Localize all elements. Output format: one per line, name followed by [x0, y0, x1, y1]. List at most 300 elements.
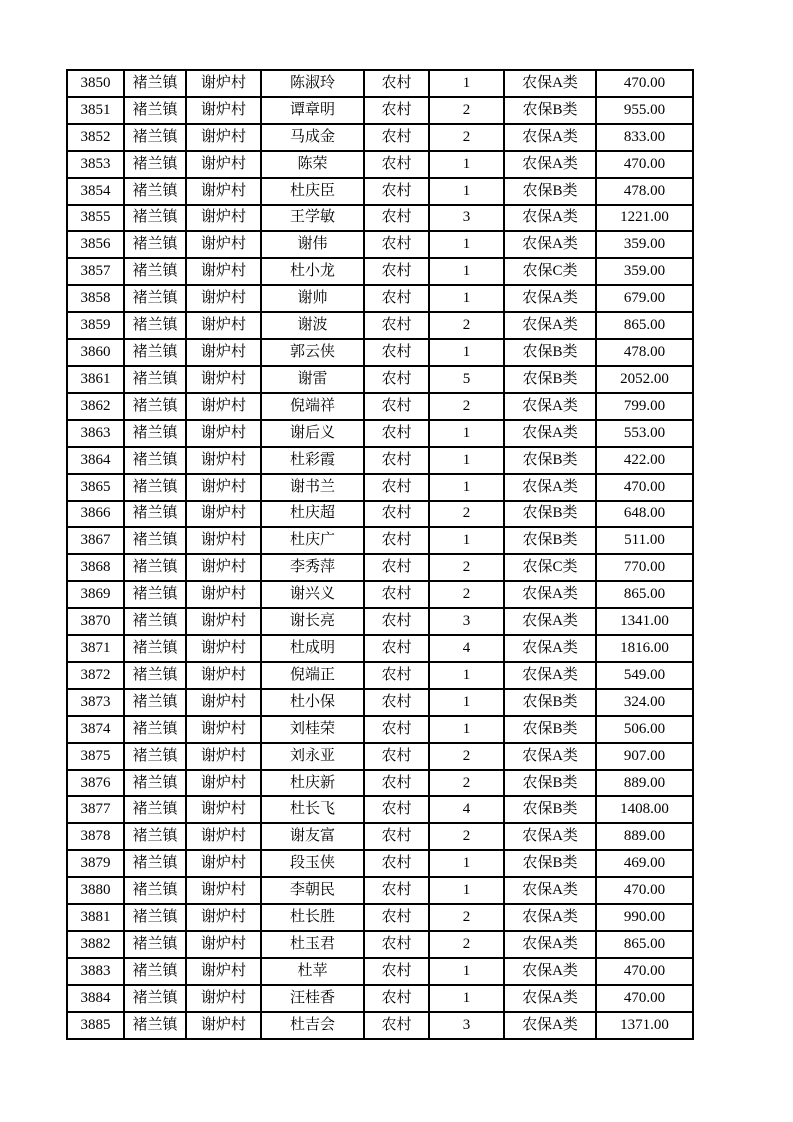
cell-village: 谢炉村	[186, 904, 261, 931]
cell-name: 陈淑玲	[261, 70, 364, 97]
table-row	[67, 823, 693, 850]
cell-village: 谢炉村	[186, 285, 261, 312]
cell-village: 谢炉村	[186, 151, 261, 178]
cell-name: 刘桂荣	[261, 716, 364, 743]
cell-serial-number: 3884	[67, 985, 124, 1012]
cell-amount: 359.00	[596, 258, 693, 285]
cell-town: 褚兰镇	[124, 770, 186, 797]
cell-serial-number: 3858	[67, 285, 124, 312]
cell-residence-type: 农村	[364, 877, 429, 904]
cell-serial-number: 3877	[67, 796, 124, 823]
cell-residence-type: 农村	[364, 985, 429, 1012]
cell-insurance-category: 农保B类	[504, 527, 596, 554]
cell-amount: 799.00	[596, 393, 693, 420]
cell-person-count: 2	[429, 501, 504, 528]
cell-amount: 470.00	[596, 474, 693, 501]
cell-name: 谢波	[261, 312, 364, 339]
cell-amount: 648.00	[596, 501, 693, 528]
cell-residence-type: 农村	[364, 501, 429, 528]
cell-residence-type: 农村	[364, 124, 429, 151]
cell-insurance-category: 农保B类	[504, 850, 596, 877]
cell-name: 谢长亮	[261, 608, 364, 635]
cell-insurance-category: 农保A类	[504, 904, 596, 931]
cell-amount: 1371.00	[596, 1012, 693, 1039]
cell-town: 褚兰镇	[124, 527, 186, 554]
cell-insurance-category: 农保B类	[504, 689, 596, 716]
cell-village: 谢炉村	[186, 205, 261, 232]
cell-serial-number: 3863	[67, 420, 124, 447]
cell-amount: 470.00	[596, 985, 693, 1012]
cell-residence-type: 农村	[364, 178, 429, 205]
cell-person-count: 1	[429, 70, 504, 97]
cell-serial-number: 3870	[67, 608, 124, 635]
cell-village: 谢炉村	[186, 985, 261, 1012]
cell-name: 杜长飞	[261, 796, 364, 823]
cell-amount: 1221.00	[596, 205, 693, 232]
table-row	[67, 447, 693, 474]
cell-village: 谢炉村	[186, 770, 261, 797]
cell-insurance-category: 农保A类	[504, 958, 596, 985]
cell-name: 谢友富	[261, 823, 364, 850]
cell-serial-number: 3868	[67, 554, 124, 581]
cell-serial-number: 3864	[67, 447, 124, 474]
cell-town: 褚兰镇	[124, 581, 186, 608]
cell-serial-number: 3856	[67, 231, 124, 258]
table-row	[67, 231, 693, 258]
table-row	[67, 70, 693, 97]
table-row	[67, 985, 693, 1012]
cell-serial-number: 3852	[67, 124, 124, 151]
table-row	[67, 931, 693, 958]
cell-name: 倪端正	[261, 662, 364, 689]
cell-residence-type: 农村	[364, 366, 429, 393]
cell-person-count: 3	[429, 1012, 504, 1039]
table-row	[67, 124, 693, 151]
cell-town: 褚兰镇	[124, 662, 186, 689]
cell-amount: 865.00	[596, 581, 693, 608]
cell-insurance-category: 农保A类	[504, 931, 596, 958]
cell-village: 谢炉村	[186, 1012, 261, 1039]
table-row	[67, 662, 693, 689]
cell-amount: 865.00	[596, 931, 693, 958]
cell-village: 谢炉村	[186, 662, 261, 689]
cell-village: 谢炉村	[186, 931, 261, 958]
table-row	[67, 366, 693, 393]
cell-person-count: 1	[429, 178, 504, 205]
cell-village: 谢炉村	[186, 178, 261, 205]
cell-residence-type: 农村	[364, 339, 429, 366]
cell-person-count: 3	[429, 608, 504, 635]
cell-serial-number: 3866	[67, 501, 124, 528]
cell-insurance-category: 农保A类	[504, 823, 596, 850]
cell-amount: 1816.00	[596, 635, 693, 662]
table-row	[67, 904, 693, 931]
table-row	[67, 285, 693, 312]
cell-name: 谢雷	[261, 366, 364, 393]
pension-roster-table	[66, 69, 694, 1040]
cell-village: 谢炉村	[186, 501, 261, 528]
cell-insurance-category: 农保B类	[504, 366, 596, 393]
cell-town: 褚兰镇	[124, 554, 186, 581]
cell-insurance-category: 农保A类	[504, 581, 596, 608]
cell-residence-type: 农村	[364, 393, 429, 420]
cell-person-count: 2	[429, 743, 504, 770]
cell-town: 褚兰镇	[124, 904, 186, 931]
cell-town: 褚兰镇	[124, 474, 186, 501]
cell-residence-type: 农村	[364, 420, 429, 447]
cell-serial-number: 3869	[67, 581, 124, 608]
cell-village: 谢炉村	[186, 70, 261, 97]
cell-residence-type: 农村	[364, 70, 429, 97]
cell-serial-number: 3882	[67, 931, 124, 958]
cell-insurance-category: 农保B类	[504, 339, 596, 366]
cell-name: 李朝民	[261, 877, 364, 904]
cell-residence-type: 农村	[364, 258, 429, 285]
cell-person-count: 1	[429, 339, 504, 366]
cell-insurance-category: 农保A类	[504, 231, 596, 258]
cell-name: 杜庆超	[261, 501, 364, 528]
cell-name: 杜庆广	[261, 527, 364, 554]
cell-town: 褚兰镇	[124, 501, 186, 528]
cell-village: 谢炉村	[186, 339, 261, 366]
cell-serial-number: 3874	[67, 716, 124, 743]
cell-person-count: 1	[429, 958, 504, 985]
cell-insurance-category: 农保C类	[504, 554, 596, 581]
cell-serial-number: 3878	[67, 823, 124, 850]
cell-town: 褚兰镇	[124, 689, 186, 716]
cell-amount: 324.00	[596, 689, 693, 716]
cell-insurance-category: 农保B类	[504, 97, 596, 124]
table-row	[67, 850, 693, 877]
cell-insurance-category: 农保A类	[504, 205, 596, 232]
cell-residence-type: 农村	[364, 931, 429, 958]
table-row	[67, 743, 693, 770]
cell-name: 杜长胜	[261, 904, 364, 931]
cell-name: 杜吉会	[261, 1012, 364, 1039]
cell-serial-number: 3859	[67, 312, 124, 339]
cell-name: 谢书兰	[261, 474, 364, 501]
table-row	[67, 393, 693, 420]
cell-village: 谢炉村	[186, 393, 261, 420]
cell-residence-type: 农村	[364, 635, 429, 662]
cell-name: 杜成明	[261, 635, 364, 662]
table-row	[67, 581, 693, 608]
cell-name: 倪端祥	[261, 393, 364, 420]
cell-person-count: 1	[429, 985, 504, 1012]
cell-serial-number: 3873	[67, 689, 124, 716]
table-row	[67, 339, 693, 366]
cell-amount: 679.00	[596, 285, 693, 312]
table-row	[67, 527, 693, 554]
cell-name: 杜庆臣	[261, 178, 364, 205]
cell-town: 褚兰镇	[124, 393, 186, 420]
cell-amount: 470.00	[596, 151, 693, 178]
table-row	[67, 501, 693, 528]
cell-person-count: 2	[429, 312, 504, 339]
cell-town: 褚兰镇	[124, 97, 186, 124]
cell-name: 杜苹	[261, 958, 364, 985]
cell-town: 褚兰镇	[124, 877, 186, 904]
cell-residence-type: 农村	[364, 823, 429, 850]
cell-serial-number: 3850	[67, 70, 124, 97]
table-row	[67, 554, 693, 581]
cell-serial-number: 3883	[67, 958, 124, 985]
table-row	[67, 312, 693, 339]
cell-residence-type: 农村	[364, 904, 429, 931]
cell-person-count: 1	[429, 231, 504, 258]
cell-person-count: 2	[429, 581, 504, 608]
cell-insurance-category: 农保A类	[504, 877, 596, 904]
table-row	[67, 258, 693, 285]
cell-amount: 470.00	[596, 70, 693, 97]
cell-amount: 1341.00	[596, 608, 693, 635]
cell-person-count: 4	[429, 635, 504, 662]
cell-name: 王学敏	[261, 205, 364, 232]
cell-town: 褚兰镇	[124, 339, 186, 366]
cell-serial-number: 3853	[67, 151, 124, 178]
table-row	[67, 958, 693, 985]
cell-village: 谢炉村	[186, 796, 261, 823]
cell-person-count: 2	[429, 97, 504, 124]
cell-town: 褚兰镇	[124, 796, 186, 823]
cell-person-count: 1	[429, 877, 504, 904]
cell-person-count: 2	[429, 554, 504, 581]
cell-amount: 470.00	[596, 877, 693, 904]
cell-town: 褚兰镇	[124, 958, 186, 985]
cell-village: 谢炉村	[186, 312, 261, 339]
cell-residence-type: 农村	[364, 312, 429, 339]
cell-serial-number: 3855	[67, 205, 124, 232]
cell-insurance-category: 农保A类	[504, 662, 596, 689]
cell-serial-number: 3876	[67, 770, 124, 797]
cell-residence-type: 农村	[364, 527, 429, 554]
cell-village: 谢炉村	[186, 527, 261, 554]
cell-residence-type: 农村	[364, 850, 429, 877]
cell-amount: 889.00	[596, 770, 693, 797]
cell-name: 汪桂香	[261, 985, 364, 1012]
cell-person-count: 1	[429, 151, 504, 178]
table-row	[67, 796, 693, 823]
cell-village: 谢炉村	[186, 554, 261, 581]
table-row	[67, 97, 693, 124]
cell-name: 杜小保	[261, 689, 364, 716]
cell-town: 褚兰镇	[124, 285, 186, 312]
cell-village: 谢炉村	[186, 231, 261, 258]
cell-name: 杜庆新	[261, 770, 364, 797]
cell-town: 褚兰镇	[124, 1012, 186, 1039]
cell-residence-type: 农村	[364, 796, 429, 823]
cell-serial-number: 3865	[67, 474, 124, 501]
cell-village: 谢炉村	[186, 850, 261, 877]
cell-insurance-category: 农保A类	[504, 70, 596, 97]
table-row	[67, 716, 693, 743]
cell-residence-type: 农村	[364, 205, 429, 232]
cell-town: 褚兰镇	[124, 420, 186, 447]
cell-name: 杜彩霞	[261, 447, 364, 474]
cell-person-count: 4	[429, 796, 504, 823]
table-row	[67, 1012, 693, 1039]
cell-serial-number: 3857	[67, 258, 124, 285]
cell-person-count: 1	[429, 716, 504, 743]
cell-person-count: 2	[429, 931, 504, 958]
cell-village: 谢炉村	[186, 716, 261, 743]
cell-insurance-category: 农保A类	[504, 151, 596, 178]
cell-name: 谢后义	[261, 420, 364, 447]
cell-town: 褚兰镇	[124, 151, 186, 178]
cell-village: 谢炉村	[186, 823, 261, 850]
cell-village: 谢炉村	[186, 581, 261, 608]
cell-amount: 955.00	[596, 97, 693, 124]
cell-residence-type: 农村	[364, 97, 429, 124]
cell-town: 褚兰镇	[124, 312, 186, 339]
cell-amount: 506.00	[596, 716, 693, 743]
cell-village: 谢炉村	[186, 97, 261, 124]
table-row	[67, 474, 693, 501]
cell-person-count: 1	[429, 447, 504, 474]
table-row	[67, 205, 693, 232]
cell-name: 谢伟	[261, 231, 364, 258]
cell-amount: 359.00	[596, 231, 693, 258]
cell-village: 谢炉村	[186, 366, 261, 393]
cell-name: 谭章明	[261, 97, 364, 124]
cell-residence-type: 农村	[364, 743, 429, 770]
cell-serial-number: 3872	[67, 662, 124, 689]
cell-amount: 470.00	[596, 958, 693, 985]
cell-town: 褚兰镇	[124, 366, 186, 393]
cell-amount: 770.00	[596, 554, 693, 581]
cell-serial-number: 3881	[67, 904, 124, 931]
cell-name: 段玉侠	[261, 850, 364, 877]
cell-name: 马成金	[261, 124, 364, 151]
cell-serial-number: 3871	[67, 635, 124, 662]
cell-town: 褚兰镇	[124, 608, 186, 635]
cell-town: 褚兰镇	[124, 70, 186, 97]
cell-amount: 990.00	[596, 904, 693, 931]
cell-town: 褚兰镇	[124, 716, 186, 743]
cell-amount: 889.00	[596, 823, 693, 850]
cell-insurance-category: 农保A类	[504, 312, 596, 339]
cell-amount: 478.00	[596, 339, 693, 366]
table-row	[67, 420, 693, 447]
cell-village: 谢炉村	[186, 689, 261, 716]
cell-name: 谢帅	[261, 285, 364, 312]
cell-name: 杜小龙	[261, 258, 364, 285]
cell-amount: 865.00	[596, 312, 693, 339]
cell-person-count: 5	[429, 366, 504, 393]
cell-amount: 549.00	[596, 662, 693, 689]
cell-town: 褚兰镇	[124, 205, 186, 232]
cell-person-count: 1	[429, 850, 504, 877]
cell-town: 褚兰镇	[124, 258, 186, 285]
cell-person-count: 1	[429, 258, 504, 285]
cell-village: 谢炉村	[186, 743, 261, 770]
cell-amount: 907.00	[596, 743, 693, 770]
cell-person-count: 2	[429, 770, 504, 797]
cell-name: 杜玉君	[261, 931, 364, 958]
cell-insurance-category: 农保B类	[504, 178, 596, 205]
cell-serial-number: 3880	[67, 877, 124, 904]
cell-residence-type: 农村	[364, 689, 429, 716]
cell-town: 褚兰镇	[124, 635, 186, 662]
table-row	[67, 178, 693, 205]
cell-town: 褚兰镇	[124, 231, 186, 258]
cell-amount: 833.00	[596, 124, 693, 151]
table-row	[67, 151, 693, 178]
cell-insurance-category: 农保A类	[504, 608, 596, 635]
cell-residence-type: 农村	[364, 231, 429, 258]
cell-person-count: 2	[429, 124, 504, 151]
cell-residence-type: 农村	[364, 554, 429, 581]
cell-person-count: 1	[429, 689, 504, 716]
cell-village: 谢炉村	[186, 420, 261, 447]
cell-residence-type: 农村	[364, 151, 429, 178]
cell-name: 刘永亚	[261, 743, 364, 770]
cell-serial-number: 3854	[67, 178, 124, 205]
cell-person-count: 1	[429, 285, 504, 312]
table-row	[67, 689, 693, 716]
cell-town: 褚兰镇	[124, 178, 186, 205]
cell-town: 褚兰镇	[124, 447, 186, 474]
cell-person-count: 2	[429, 823, 504, 850]
cell-amount: 422.00	[596, 447, 693, 474]
cell-residence-type: 农村	[364, 608, 429, 635]
cell-town: 褚兰镇	[124, 823, 186, 850]
cell-residence-type: 农村	[364, 474, 429, 501]
cell-town: 褚兰镇	[124, 743, 186, 770]
cell-amount: 478.00	[596, 178, 693, 205]
cell-serial-number: 3862	[67, 393, 124, 420]
cell-insurance-category: 农保B类	[504, 716, 596, 743]
cell-village: 谢炉村	[186, 474, 261, 501]
cell-village: 谢炉村	[186, 608, 261, 635]
cell-insurance-category: 农保A类	[504, 285, 596, 312]
cell-insurance-category: 农保A类	[504, 1012, 596, 1039]
table-row	[67, 608, 693, 635]
cell-amount: 1408.00	[596, 796, 693, 823]
cell-serial-number: 3851	[67, 97, 124, 124]
cell-serial-number: 3885	[67, 1012, 124, 1039]
cell-town: 褚兰镇	[124, 931, 186, 958]
cell-insurance-category: 农保A类	[504, 743, 596, 770]
cell-residence-type: 农村	[364, 958, 429, 985]
cell-person-count: 1	[429, 474, 504, 501]
cell-residence-type: 农村	[364, 1012, 429, 1039]
cell-residence-type: 农村	[364, 447, 429, 474]
cell-residence-type: 农村	[364, 285, 429, 312]
cell-amount: 469.00	[596, 850, 693, 877]
cell-amount: 2052.00	[596, 366, 693, 393]
cell-residence-type: 农村	[364, 662, 429, 689]
cell-residence-type: 农村	[364, 716, 429, 743]
table-row	[67, 770, 693, 797]
cell-person-count: 1	[429, 527, 504, 554]
cell-amount: 511.00	[596, 527, 693, 554]
cell-serial-number: 3875	[67, 743, 124, 770]
cell-person-count: 2	[429, 904, 504, 931]
cell-insurance-category: 农保A类	[504, 124, 596, 151]
cell-residence-type: 农村	[364, 581, 429, 608]
cell-insurance-category: 农保A类	[504, 985, 596, 1012]
cell-town: 褚兰镇	[124, 985, 186, 1012]
cell-insurance-category: 农保A类	[504, 474, 596, 501]
cell-name: 谢兴义	[261, 581, 364, 608]
cell-insurance-category: 农保C类	[504, 258, 596, 285]
cell-serial-number: 3879	[67, 850, 124, 877]
cell-name: 郭云侠	[261, 339, 364, 366]
cell-name: 陈荣	[261, 151, 364, 178]
table-row	[67, 635, 693, 662]
table-body	[67, 70, 693, 1039]
